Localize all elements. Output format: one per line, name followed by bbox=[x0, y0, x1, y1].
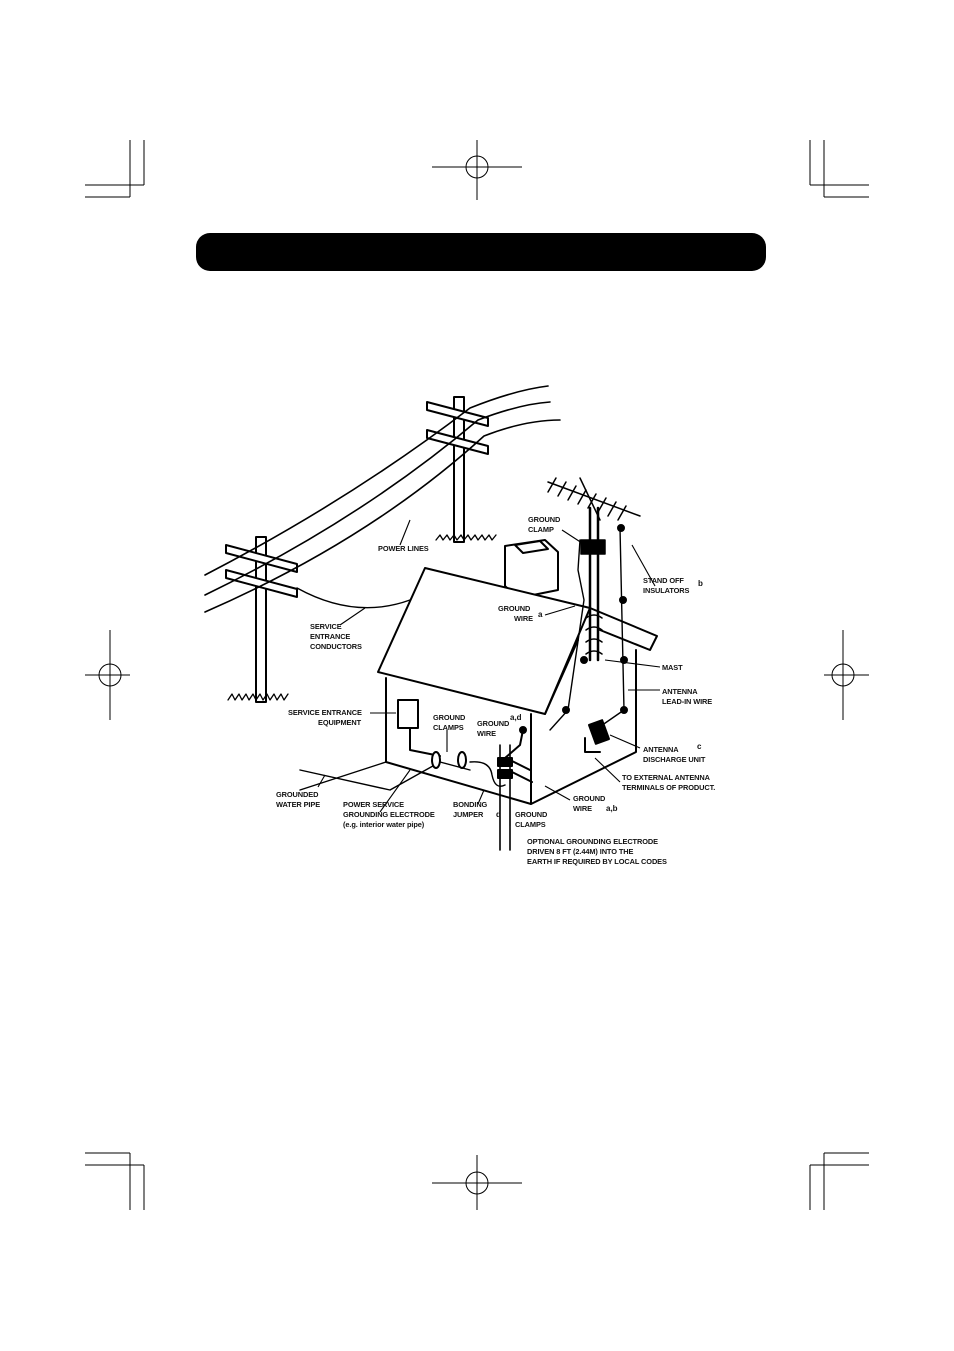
label-optional-electrode-1: OPTIONAL GROUNDING ELECTRODE bbox=[527, 837, 658, 846]
label-ground-wire-roof-2: WIRE bbox=[514, 614, 533, 623]
label-ground-clamps-bottom-1: GROUND bbox=[515, 810, 548, 819]
label-power-lines: POWER LINES bbox=[378, 544, 429, 553]
house bbox=[300, 540, 657, 804]
label-mast: MAST bbox=[662, 663, 683, 672]
label-power-service-electrode-3: (e.g. interior water pipe) bbox=[343, 820, 425, 829]
label-bonding-jumper-1: BONDING bbox=[453, 800, 488, 809]
label-optional-electrode-3: EARTH IF REQUIRED BY LOCAL CODES bbox=[527, 857, 667, 866]
label-ground-wire-bottom-2: WIRE bbox=[573, 804, 592, 813]
utility-pole-right bbox=[427, 397, 488, 542]
label-external-terminals-1: TO EXTERNAL ANTENNA bbox=[622, 773, 710, 782]
label-ground-wire-mid-1: GROUND bbox=[477, 719, 510, 728]
label-ground-wire-roof-1: GROUND bbox=[498, 604, 531, 613]
service-drop bbox=[297, 588, 410, 608]
label-grounded-water-pipe-2: WATER PIPE bbox=[276, 800, 321, 809]
label-external-terminals-2: TERMINALS OF PRODUCT. bbox=[622, 783, 716, 792]
label-antenna-lead-in-2: LEAD-IN WIRE bbox=[662, 697, 713, 706]
label-stand-off-insulators-1: STAND OFF bbox=[643, 576, 684, 585]
label-ground-clamp-top-2: CLAMP bbox=[528, 525, 554, 534]
label-grounded-water-pipe-1: GROUNDED bbox=[276, 790, 319, 799]
label-ground-wire-bottom-1: GROUND bbox=[573, 794, 606, 803]
letter-a-roof: a bbox=[538, 610, 543, 619]
label-optional-electrode-2: DRIVEN 8 FT (2.44M) INTO THE bbox=[527, 847, 634, 856]
label-antenna-discharge-1: ANTENNA bbox=[643, 745, 679, 754]
label-antenna-discharge-2: DISCHARGE UNIT bbox=[643, 755, 706, 764]
label-power-service-electrode-2: GROUNDING ELECTRODE bbox=[343, 810, 435, 819]
label-service-entrance-conductors-2: ENTRANCE bbox=[310, 632, 351, 641]
letter-d-bottom: d bbox=[496, 810, 501, 819]
letter-ad-ground-wire: a,d bbox=[510, 713, 522, 722]
label-service-entrance-equipment-2: EQUIPMENT bbox=[318, 718, 362, 727]
label-service-entrance-equipment-1: SERVICE ENTRANCE bbox=[288, 708, 362, 717]
label-ground-clamps-left-2: CLAMPS bbox=[433, 723, 464, 732]
utility-pole-left bbox=[226, 537, 297, 702]
label-service-entrance-conductors-3: CONDUCTORS bbox=[310, 642, 362, 651]
letter-ab-ground-wire: a,b bbox=[606, 804, 618, 813]
label-stand-off-insulators-2: INSULATORS bbox=[643, 586, 690, 595]
label-antenna-lead-in-1: ANTENNA bbox=[662, 687, 698, 696]
label-ground-clamps-bottom-2: CLAMPS bbox=[515, 820, 546, 829]
letter-b-insulators: b bbox=[698, 579, 703, 588]
label-ground-clamps-left-1: GROUND bbox=[433, 713, 466, 722]
label-power-service-electrode-1: POWER SERVICE bbox=[343, 800, 404, 809]
label-ground-wire-mid-2: WIRE bbox=[477, 729, 496, 738]
letter-c-discharge: c bbox=[697, 742, 702, 751]
label-ground-clamp-top-1: GROUND bbox=[528, 515, 561, 524]
label-service-entrance-conductors-1: SERVICE bbox=[310, 622, 342, 631]
label-bonding-jumper-2: JUMPER bbox=[453, 810, 484, 819]
